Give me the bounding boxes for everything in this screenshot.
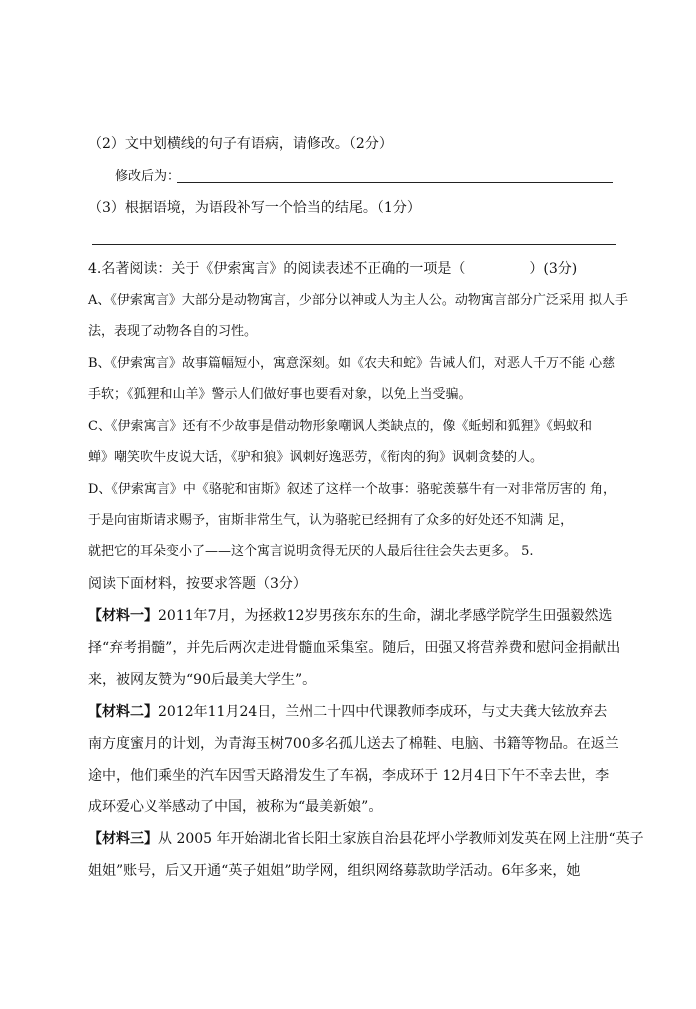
material-2-line-2: 南方度蜜月的计划，为青海玉树700多名孤儿送去了棉鞋、电脑、书籍等物品。在返兰 [88,736,619,752]
material-3-label: 【材料三】 [88,831,158,847]
option-b-line-1: B、《伊索寓言》故事篇幅短小，寓意深刻。如《农夫和蛇》告诫人们，对恶人千万不能 心慈 [88,356,616,371]
material-2-label: 【材料二】 [88,704,158,720]
material-3-line-2: 姐姐”账号，后又开通“英子姐姐”助学网，组织网络募款助学活动。6年多来，她 [88,863,581,879]
question-5-intro: 阅读下面材料，按要求答题（3分） [88,576,307,592]
material-2-line-4: 成环爱心义举感动了中国，被称为“最美新娘”。 [88,799,383,815]
material-1-text-1: 2011年7月，为拯救12岁男孩东东的生命，湖北孝感学院学生田强毅然选 [158,608,613,624]
option-c-line-1: C、《伊索寓言》还有不少故事是借动物形象嘲讽人类缺点的，像《蚯蚓和狐狸》《蚂蚁和 [88,419,592,434]
option-d-line-1: D、《伊索寓言》中《骆驼和宙斯》叙述了这样一个故事：骆驼羡慕牛有一对非常厉害的 角， [88,482,617,497]
material-3-line-1 [88,829,644,849]
question-2-answer-line [177,182,613,183]
material-2-text-1: 2012年11月24日，兰州二十四中代课教师李成环，与丈夫龚大铉放弃去 [158,704,608,720]
option-a-line-1: A、《伊索寓言》大部分是动物寓言，少部分以神或人为主人公。动物寓言部分广泛采用 拟人手 [88,293,629,308]
material-1-label: 【材料一】 [88,608,158,624]
material-1-line-1 [88,606,612,626]
option-b-line-2: 手软；《狐狸和山羊》警示人们做好事也要看对象，以免上当受骗。 [88,387,472,402]
question-4-stem-before: 4.名著阅读：关于《伊索寓言》的阅读表述不正确的一项是（ [88,261,466,277]
question-4-stem [88,259,577,279]
option-d-line-2: 于是向宙斯请求赐予，宙斯非常生气，认为骆驼已经拥有了众多的好处还不知满 足， [88,513,574,528]
question-3-answer-line [92,244,616,245]
material-1-line-3: 来，被网友赞为“90后最美大学生”。 [88,672,317,688]
option-c-line-2: 蝉》嘲笑吹牛皮说大话，《驴和狼》讽刺好逸恶劳，《衔肉的狗》讽刺贪婪的人。 [88,450,544,465]
question-4-stem-after: ）(3分) [529,261,578,277]
material-2-line-1 [88,702,607,722]
material-1-line-2: 择“弃考捐髓”，并先后两次走进骨髓血采集室。随后，田强又将营养费和慰问金捐献出 [88,640,621,656]
material-3-text-1: 从 2005 年开始湖北省长阳土家族自治县花坪小学教师刘发英在网上注册“英子 [158,831,644,847]
question-2-answer-label: 修改后为： [115,169,181,184]
question-3-prompt: （3）根据语境，为语段补写一个恰当的结尾。（1分） [88,200,421,216]
material-2-line-3: 途中，他们乘坐的汽车因雪天路滑发生了车祸，李成环于 12月4日下午不幸去世，李 [88,768,610,784]
question-2-prompt: （2）文中划横线的句子有语病，请修改。（2分） [88,136,393,152]
option-d-line-3: 就把它的耳朵变小了——这个寓言说明贪得无厌的人最后往往会失去更多。 5. [88,544,534,559]
option-a-line-2: 法，表现了动物各自的习性。 [88,324,258,339]
